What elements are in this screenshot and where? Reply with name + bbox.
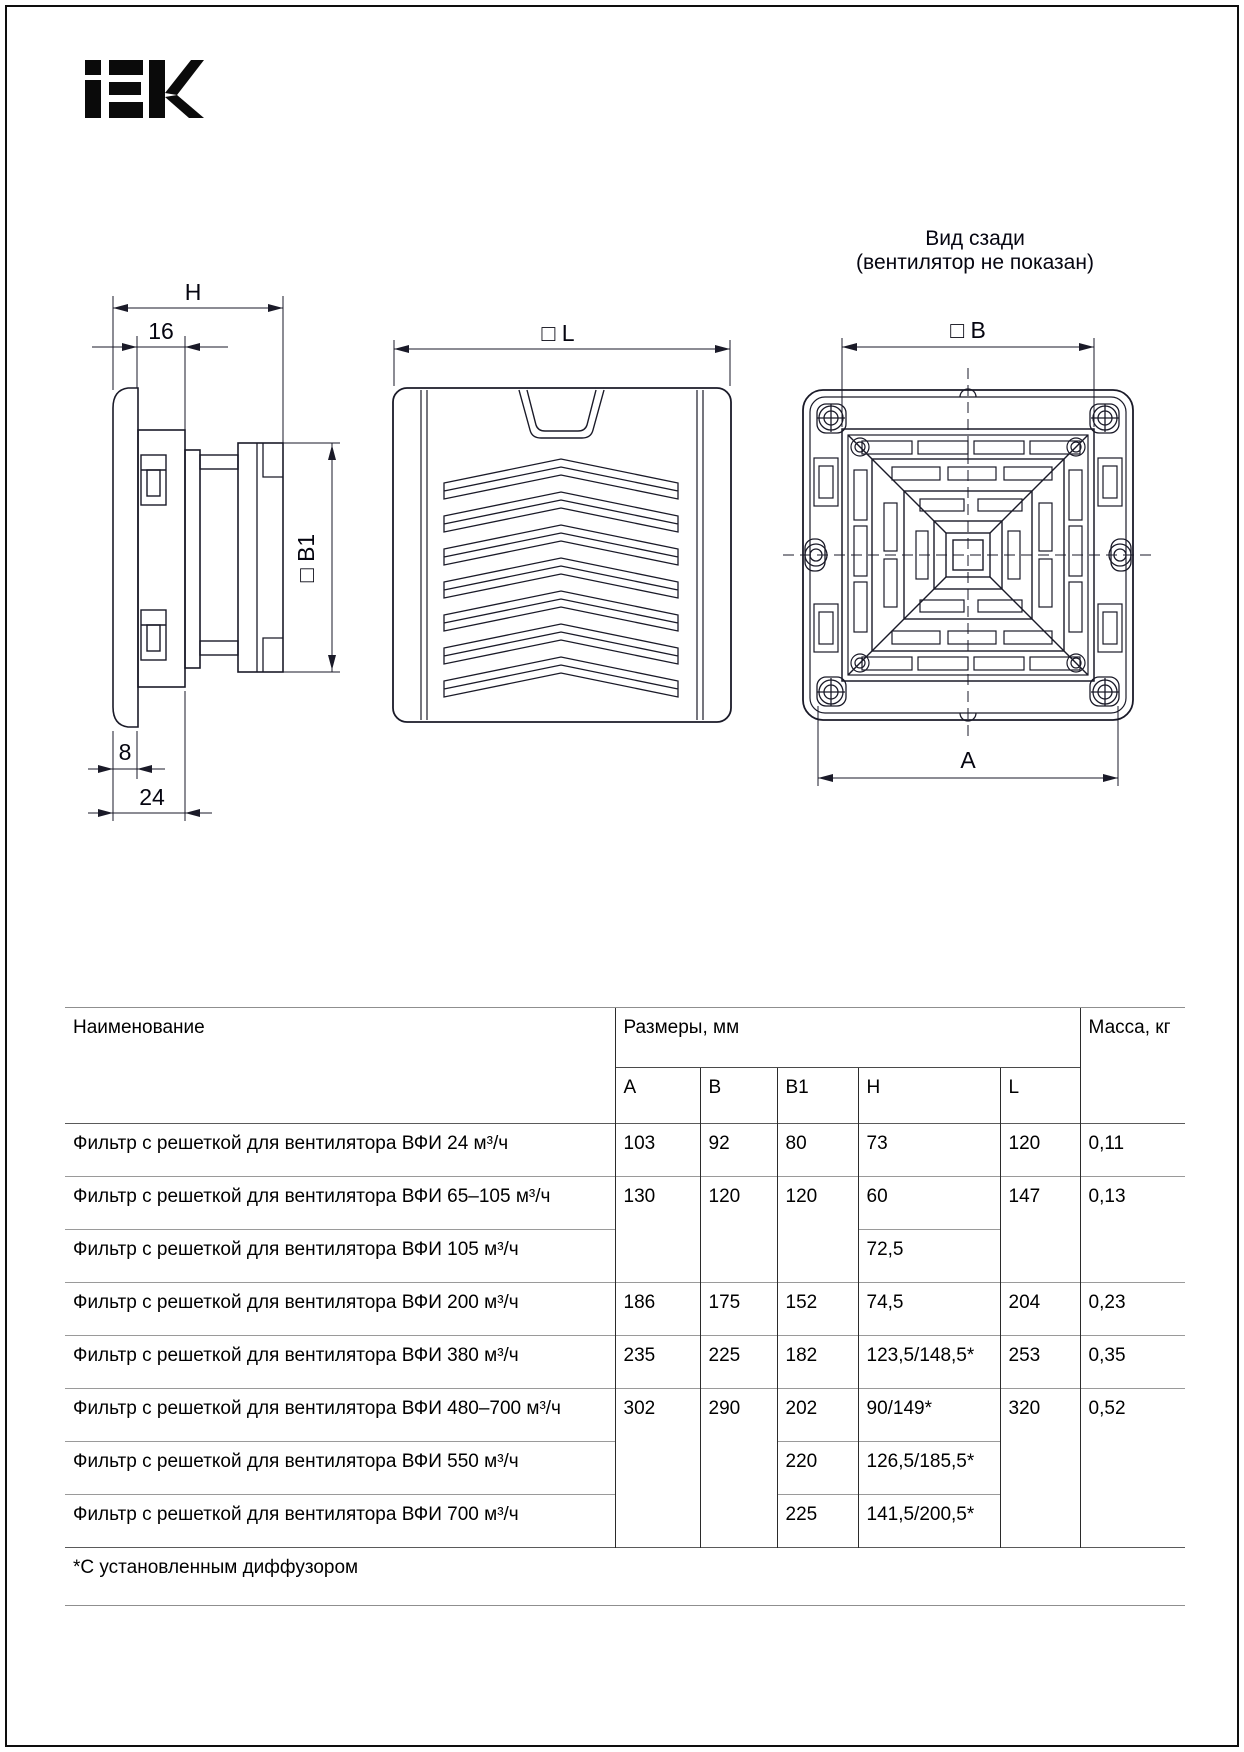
rear-view-title-line2: (вентилятор не показан)	[856, 251, 1094, 274]
cell-b: 225	[700, 1336, 777, 1389]
table-row	[65, 1336, 1185, 1389]
rear-centerlines	[783, 368, 1153, 742]
table-row	[65, 1389, 1185, 1442]
side-view-drawing	[113, 388, 283, 727]
dim-label-h: H	[184, 279, 202, 305]
cell-b1: 202	[777, 1389, 858, 1442]
cell-h: 60	[858, 1177, 1000, 1230]
rear-view-drawing	[783, 368, 1153, 742]
table-row	[65, 1283, 1185, 1336]
cell-name: Фильтр с решеткой для вентилятора ВФИ 380 м³/ч	[65, 1336, 615, 1389]
cell-mass: 0,52	[1080, 1389, 1185, 1548]
cell-h: 74,5	[858, 1283, 1000, 1336]
table-header-sizes: Размеры, мм	[615, 1008, 1080, 1068]
dim-label-16: 16	[148, 318, 174, 344]
cell-name: Фильтр с решеткой для вентилятора ВФИ 24 м³/ч	[65, 1124, 615, 1177]
dimensions-table-wrapper	[65, 1007, 1185, 1606]
cell-l: 253	[1000, 1336, 1080, 1389]
table-header-l: L	[1000, 1068, 1080, 1124]
cell-a: 302	[615, 1389, 700, 1548]
dim-label-a: A	[960, 747, 976, 773]
cell-a: 235	[615, 1336, 700, 1389]
side-grille-block	[238, 443, 283, 672]
iek-logo	[85, 60, 204, 118]
cell-l: 147	[1000, 1177, 1080, 1283]
table-row	[65, 1124, 1185, 1177]
cell-l: 120	[1000, 1124, 1080, 1177]
side-frame	[138, 430, 185, 687]
cell-mass: 0,11	[1080, 1124, 1185, 1177]
cell-b: 175	[700, 1283, 777, 1336]
table-footnote: *С установленным диффузором	[65, 1548, 1185, 1606]
cell-l: 320	[1000, 1389, 1080, 1548]
cell-h: 141,5/200,5*	[858, 1495, 1000, 1548]
dim-label-b1: □ B1	[293, 533, 319, 583]
dim-label-l: □ L	[541, 320, 575, 346]
cell-b1: 120	[777, 1177, 858, 1283]
table-header-mass: Масса, кг	[1080, 1008, 1185, 1124]
cell-h: 123,5/148,5*	[858, 1336, 1000, 1389]
table-footnote-row	[65, 1548, 1185, 1606]
cell-mass: 0,35	[1080, 1336, 1185, 1389]
dim-label-b: □ B	[950, 317, 986, 343]
rear-view-title-line1: Вид сзади	[925, 227, 1025, 250]
cell-b1: 225	[777, 1495, 858, 1548]
table-row	[65, 1177, 1185, 1230]
table-header-h: H	[858, 1068, 1000, 1124]
cell-mass: 0,13	[1080, 1177, 1185, 1283]
side-back-plate	[185, 450, 200, 668]
dim-label-24: 24	[139, 784, 165, 810]
side-clip-top	[141, 455, 166, 505]
table-header-a: A	[615, 1068, 700, 1124]
cell-h: 72,5	[858, 1230, 1000, 1283]
cell-b: 120	[700, 1177, 777, 1283]
front-view-dimensions	[394, 340, 730, 386]
cell-h: 73	[858, 1124, 1000, 1177]
cell-b: 290	[700, 1389, 777, 1548]
cell-name: Фильтр с решеткой для вентилятора ВФИ 200 м³/ч	[65, 1283, 615, 1336]
table-header-b: B	[700, 1068, 777, 1124]
cell-a: 130	[615, 1177, 700, 1283]
cell-a: 103	[615, 1124, 700, 1177]
cell-name: Фильтр с решеткой для вентилятора ВФИ 65–105 м³/ч	[65, 1177, 615, 1230]
cell-b1: 152	[777, 1283, 858, 1336]
side-clip-bottom	[141, 610, 166, 660]
cell-l: 204	[1000, 1283, 1080, 1336]
cell-name: Фильтр с решеткой для вентилятора ВФИ 550 м³/ч	[65, 1442, 615, 1495]
table-header-b1: B1	[777, 1068, 858, 1124]
dim-label-8: 8	[118, 739, 132, 765]
cell-a: 186	[615, 1283, 700, 1336]
front-louvers	[444, 459, 678, 697]
side-stud-bottom	[200, 641, 238, 655]
dimensions-table	[65, 1007, 1185, 1606]
cell-mass: 0,23	[1080, 1283, 1185, 1336]
cell-name: Фильтр с решеткой для вентилятора ВФИ 700 м³/ч	[65, 1495, 615, 1548]
side-stud-top	[200, 455, 238, 469]
cell-name: Фильтр с решеткой для вентилятора ВФИ 105 м³/ч	[65, 1230, 615, 1283]
front-handle-notch	[519, 390, 604, 438]
side-front-cover	[113, 388, 138, 727]
cell-h: 126,5/185,5*	[858, 1442, 1000, 1495]
cell-name: Фильтр с решеткой для вентилятора ВФИ 480–700 м³/ч	[65, 1389, 615, 1442]
cell-b1: 182	[777, 1336, 858, 1389]
front-view-drawing	[393, 388, 731, 722]
cell-b1: 80	[777, 1124, 858, 1177]
cell-h: 90/149*	[858, 1389, 1000, 1442]
table-header-name: Наименование	[65, 1008, 615, 1124]
cell-b1: 220	[777, 1442, 858, 1495]
cell-b: 92	[700, 1124, 777, 1177]
